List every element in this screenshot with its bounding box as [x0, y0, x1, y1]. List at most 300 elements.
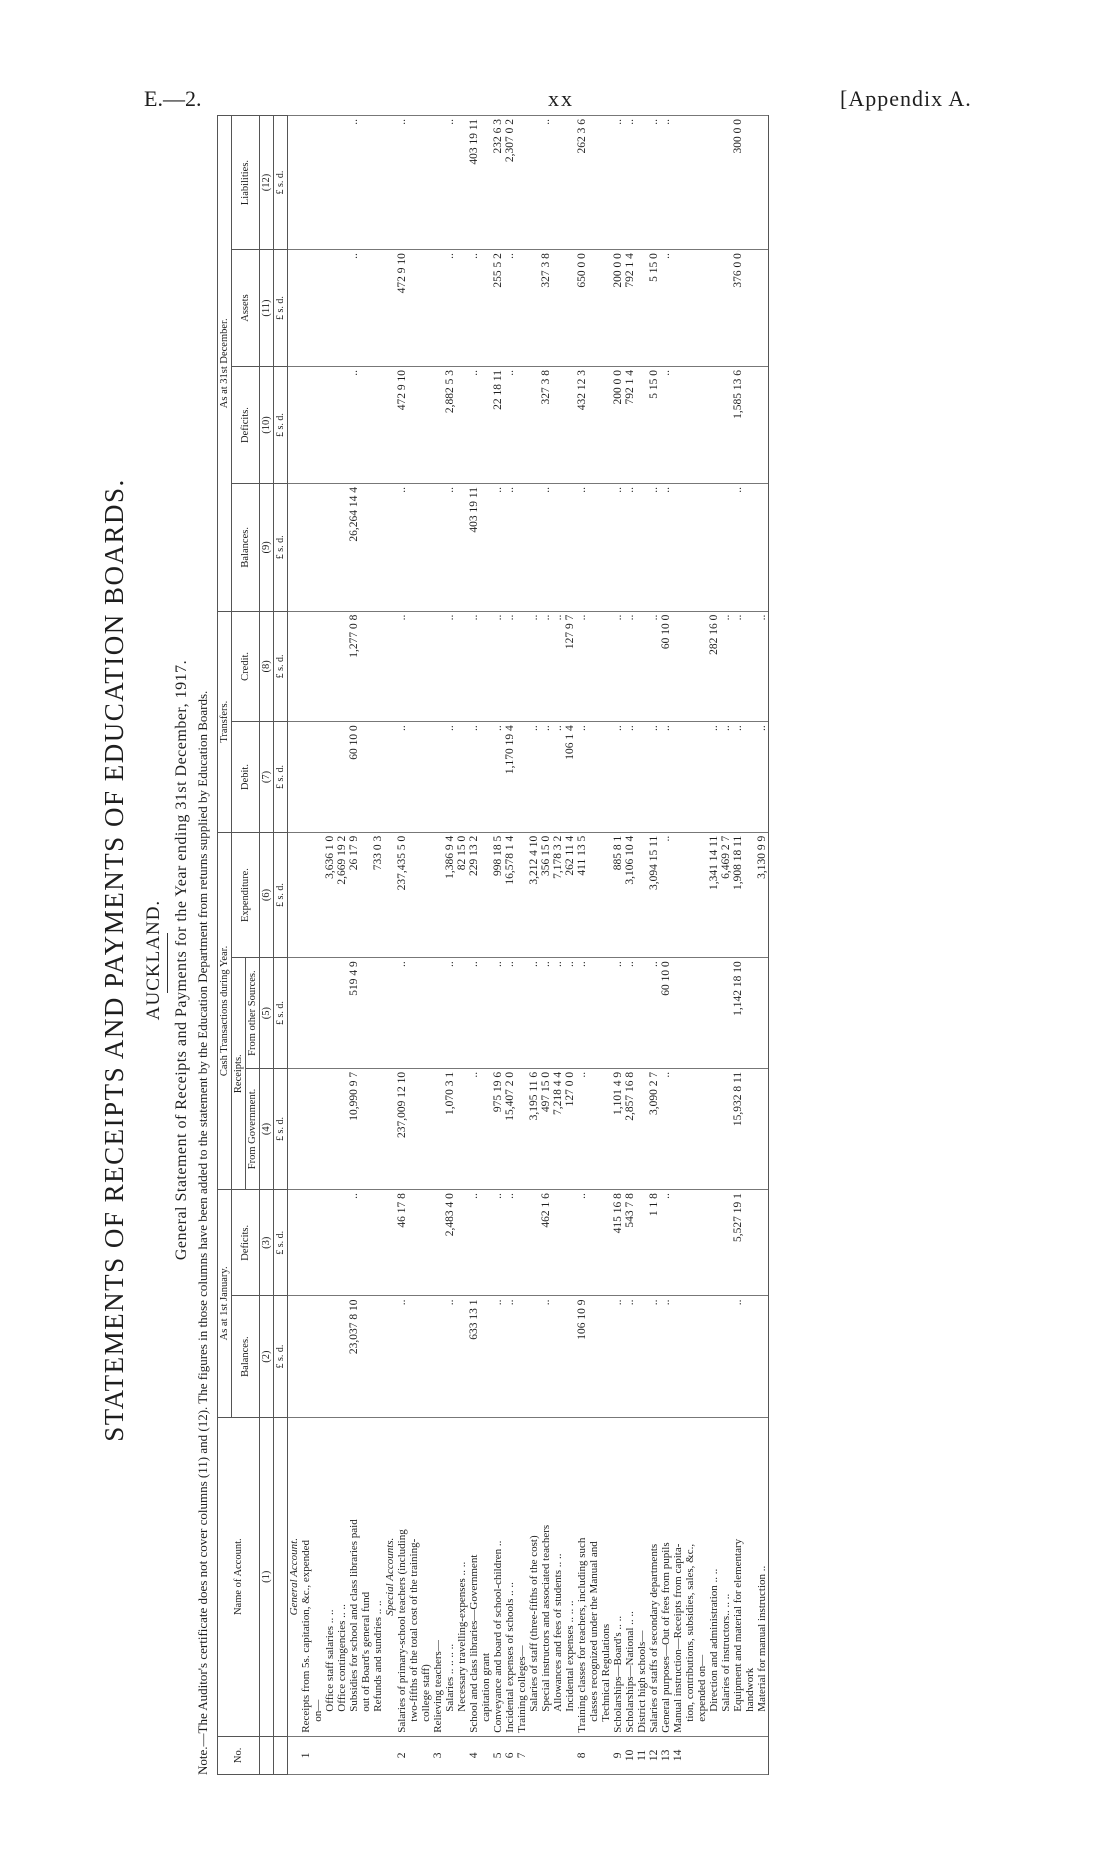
deficit-jan-cell: 1 1 8	[648, 1190, 660, 1296]
transfer-credit-cell: ..	[396, 611, 408, 722]
col-num: (12)	[260, 116, 274, 250]
balance-dec-cell	[684, 484, 696, 612]
liabilities-cell: ..	[540, 116, 552, 250]
liabilities-cell	[288, 116, 301, 250]
transfer-credit-cell	[312, 611, 324, 722]
expenditure-cell: 6,469 2 7	[720, 832, 732, 958]
assets-cell: 650 0 0	[576, 250, 588, 367]
receipts-other-cell	[744, 958, 756, 1069]
assets-cell	[756, 250, 769, 367]
receipts-other-cell	[684, 958, 696, 1069]
transfer-credit-cell	[696, 611, 708, 722]
assets-cell	[324, 250, 336, 367]
liabilities-cell	[636, 116, 648, 250]
transfer-debit-cell	[384, 722, 396, 833]
row-number-cell	[528, 1736, 540, 1774]
transfer-credit-cell: ..	[528, 611, 540, 722]
liabilities-cell	[528, 116, 540, 250]
balance-jan-cell	[516, 1296, 528, 1417]
transfer-debit-cell: ..	[396, 722, 408, 833]
assets-cell	[600, 250, 612, 367]
deficit-jan-cell: 2,483 4 0	[444, 1190, 456, 1296]
deficit-dec-cell: 472 9 10	[396, 367, 408, 484]
transfer-debit-cell	[636, 722, 648, 833]
account-name-cell: Scholarships—National .. ..	[624, 1417, 636, 1736]
balance-jan-cell	[288, 1296, 301, 1417]
assets-cell	[420, 250, 432, 367]
table-row	[648, 116, 660, 1775]
transfer-debit-cell	[324, 722, 336, 833]
receipts-government-cell	[384, 1068, 396, 1189]
units-label: £ s. d.	[274, 832, 288, 958]
deficit-dec-cell	[564, 367, 576, 484]
deficit-jan-cell	[384, 1190, 396, 1296]
liabilities-cell: ..	[396, 116, 408, 250]
row-number-cell: 3	[432, 1736, 444, 1774]
expenditure-cell: ..	[660, 832, 672, 958]
col-num: (5)	[260, 958, 274, 1069]
table-row	[588, 116, 600, 1775]
deficit-jan-cell	[696, 1190, 708, 1296]
liabilities-cell: ..	[444, 116, 456, 250]
balance-dec-cell	[312, 484, 324, 612]
receipts-other-cell	[408, 958, 420, 1069]
receipts-other-cell: ..	[576, 958, 588, 1069]
balance-dec-cell: ..	[540, 484, 552, 612]
deficit-dec-cell: ..	[468, 367, 480, 484]
transfer-debit-cell	[360, 722, 372, 833]
balance-dec-cell	[456, 484, 468, 612]
receipts-other-cell	[756, 958, 769, 1069]
balance-jan-cell	[600, 1296, 612, 1417]
receipts-other-cell	[432, 958, 444, 1069]
liabilities-cell	[684, 116, 696, 250]
receipts-other-cell	[696, 958, 708, 1069]
table-row	[300, 116, 312, 1775]
account-name-cell: Office contingencies .. ..	[336, 1417, 348, 1736]
col-liabilities-header: Liabilities.	[232, 116, 260, 250]
receipts-government-cell	[312, 1068, 324, 1189]
group-jan-header: As at 1st January.	[218, 1190, 232, 1418]
deficit-jan-cell: 5,527 19 1	[732, 1190, 744, 1296]
transfer-debit-cell	[744, 722, 756, 833]
assets-cell: ..	[444, 250, 456, 367]
balance-jan-cell	[564, 1296, 576, 1417]
expenditure-cell: 411 13 5	[576, 832, 588, 958]
receipts-other-cell: ..	[528, 958, 540, 1069]
row-number-cell	[360, 1736, 372, 1774]
assets-cell	[288, 250, 301, 367]
account-name-cell: Equipment and material for elementary	[732, 1417, 744, 1736]
receipts-government-cell: ..	[660, 1068, 672, 1189]
receipts-government-cell	[336, 1068, 348, 1189]
transfer-debit-cell	[696, 722, 708, 833]
table-row	[564, 116, 576, 1775]
transfer-debit-cell: ..	[720, 722, 732, 833]
row-number-cell: 8	[576, 1736, 588, 1774]
balance-jan-cell: 23,037 8 10	[348, 1296, 360, 1417]
assets-cell	[588, 250, 600, 367]
receipts-other-cell	[300, 958, 312, 1069]
account-name-cell: capitation grant	[480, 1417, 492, 1736]
balance-dec-cell: ..	[648, 484, 660, 612]
deficit-jan-cell	[432, 1190, 444, 1296]
deficit-dec-cell	[696, 367, 708, 484]
deficit-dec-cell	[684, 367, 696, 484]
deficit-jan-cell	[552, 1190, 564, 1296]
account-name-cell: Incidental expenses .. .. ..	[564, 1417, 576, 1736]
account-name-cell: Scholarships—Board's .. ..	[612, 1417, 624, 1736]
transfer-debit-cell: ..	[756, 722, 769, 833]
account-name-cell: Receipts from 5s. capitation, &c., expended	[300, 1417, 312, 1736]
col-deficits-dec-header: Deficits.	[232, 367, 260, 484]
account-name-cell: on—	[312, 1417, 324, 1736]
deficit-dec-cell	[456, 367, 468, 484]
balance-jan-cell	[480, 1296, 492, 1417]
group-transfers-header: Transfers.	[218, 611, 232, 832]
deficit-dec-cell: ..	[660, 367, 672, 484]
table-row	[672, 116, 684, 1775]
balance-dec-cell: ..	[612, 484, 624, 612]
balance-jan-cell	[708, 1296, 720, 1417]
table-row	[348, 116, 360, 1775]
table-row	[396, 116, 408, 1775]
receipts-other-cell: ..	[468, 958, 480, 1069]
liabilities-cell: ..	[624, 116, 636, 250]
liabilities-cell: ..	[612, 116, 624, 250]
assets-cell	[552, 250, 564, 367]
expenditure-cell	[360, 832, 372, 958]
balance-jan-cell	[300, 1296, 312, 1417]
transfer-credit-cell: ..	[540, 611, 552, 722]
balance-dec-cell	[432, 484, 444, 612]
transfer-debit-cell	[408, 722, 420, 833]
transfer-credit-cell	[288, 611, 301, 722]
assets-cell	[684, 250, 696, 367]
deficit-dec-cell	[420, 367, 432, 484]
col-num: (4)	[260, 1068, 274, 1189]
account-name-cell: Salaries of staff (three-fifths of the cost)	[528, 1417, 540, 1736]
receipts-other-cell	[288, 958, 301, 1069]
liabilities-cell	[408, 116, 420, 250]
balance-jan-cell: 633 13 1	[468, 1296, 480, 1417]
balance-jan-cell	[528, 1296, 540, 1417]
expenditure-cell: 3,212 4 10	[528, 832, 540, 958]
transfer-debit-cell	[684, 722, 696, 833]
receipts-other-cell: ..	[552, 958, 564, 1069]
transfer-credit-cell	[384, 611, 396, 722]
assets-cell	[432, 250, 444, 367]
expenditure-cell: 3,094 15 11	[648, 832, 660, 958]
balance-dec-cell	[336, 484, 348, 612]
receipts-other-cell	[480, 958, 492, 1069]
deficit-dec-cell	[708, 367, 720, 484]
deficit-jan-cell	[720, 1190, 732, 1296]
liabilities-cell	[708, 116, 720, 250]
deficit-dec-cell	[552, 367, 564, 484]
receipts-other-cell	[372, 958, 384, 1069]
row-number-cell	[732, 1736, 744, 1774]
table-row	[360, 116, 372, 1775]
receipts-other-cell: ..	[492, 958, 504, 1069]
table-row	[444, 116, 456, 1775]
transfer-credit-cell: ..	[612, 611, 624, 722]
expenditure-cell: 1,341 14 11	[708, 832, 720, 958]
transfer-debit-cell: ..	[468, 722, 480, 833]
receipts-government-cell	[420, 1068, 432, 1189]
row-number-cell: 7	[516, 1736, 528, 1774]
liabilities-cell	[588, 116, 600, 250]
units-label: £ s. d.	[274, 958, 288, 1069]
table-row	[708, 116, 720, 1775]
balance-dec-cell	[636, 484, 648, 612]
expenditure-cell	[420, 832, 432, 958]
expenditure-cell	[384, 832, 396, 958]
liabilities-cell	[420, 116, 432, 250]
transfer-debit-cell	[456, 722, 468, 833]
receipts-other-cell: 60 10 0	[660, 958, 672, 1069]
row-number-cell	[408, 1736, 420, 1774]
deficit-dec-cell: 2,882 5 3	[444, 367, 456, 484]
units-label: £ s. d.	[274, 250, 288, 367]
liabilities-cell	[360, 116, 372, 250]
col-num: (1)	[260, 1417, 274, 1736]
col-num: (9)	[260, 484, 274, 612]
table-row	[288, 116, 301, 1775]
transfer-credit-cell	[600, 611, 612, 722]
expenditure-cell: 1,908 18 11	[732, 832, 744, 958]
account-name-cell: Necessary travelling-expenses .. ..	[456, 1417, 468, 1736]
transfer-debit-cell: ..	[612, 722, 624, 833]
receipts-government-cell	[372, 1068, 384, 1189]
expenditure-cell: 885 8 1	[612, 832, 624, 958]
deficit-jan-cell	[324, 1190, 336, 1296]
account-name-cell: Material for manual instruction ..	[756, 1417, 769, 1736]
deficit-dec-cell	[756, 367, 769, 484]
balance-dec-cell	[480, 484, 492, 612]
receipts-other-cell: 1,142 18 10	[732, 958, 744, 1069]
receipts-government-cell: 1,070 3 1	[444, 1068, 456, 1189]
table-row	[468, 116, 480, 1775]
assets-cell	[300, 250, 312, 367]
deficit-jan-cell	[360, 1190, 372, 1296]
account-name-cell: Salaries of instructors.. .. ..	[720, 1417, 732, 1736]
transfer-debit-cell: ..	[540, 722, 552, 833]
receipts-government-cell: 7,218 4 4	[552, 1068, 564, 1189]
assets-cell: ..	[348, 250, 360, 367]
receipts-government-cell: 497 15 0	[540, 1068, 552, 1189]
col-balances-dec-header: Balances.	[232, 484, 260, 612]
balance-dec-cell	[600, 484, 612, 612]
transfer-debit-cell	[480, 722, 492, 833]
table-row	[480, 116, 492, 1775]
account-name-cell: School and class libraries—Government	[468, 1417, 480, 1736]
row-number-cell: 6	[504, 1736, 516, 1774]
row-number-cell: 13	[660, 1736, 672, 1774]
liabilities-cell	[756, 116, 769, 250]
assets-cell	[708, 250, 720, 367]
expenditure-cell: 2,669 19 2	[336, 832, 348, 958]
units-label: £ s. d.	[274, 722, 288, 833]
table-row	[684, 116, 696, 1775]
receipts-government-cell: 1,101 4 9	[612, 1068, 624, 1189]
balance-jan-cell: 106 10 9	[576, 1296, 588, 1417]
receipts-other-cell	[588, 958, 600, 1069]
transfer-credit-cell: ..	[552, 611, 564, 722]
row-number-cell	[336, 1736, 348, 1774]
row-number-cell	[372, 1736, 384, 1774]
row-number-cell	[288, 1736, 301, 1774]
expenditure-cell: 7,178 3 2	[552, 832, 564, 958]
balance-dec-cell: ..	[732, 484, 744, 612]
row-number-cell	[348, 1736, 360, 1774]
document-title: STATEMENTS OF RECEIPTS AND PAYMENTS OF EDUCATION BOARDS.	[99, 478, 129, 1442]
transfer-debit-cell: ..	[624, 722, 636, 833]
deficit-dec-cell	[600, 367, 612, 484]
transfer-debit-cell: ..	[444, 722, 456, 833]
col-num: (10)	[260, 367, 274, 484]
balance-jan-cell	[552, 1296, 564, 1417]
liabilities-cell	[720, 116, 732, 250]
balance-dec-cell	[720, 484, 732, 612]
title-rule	[167, 933, 168, 993]
liabilities-cell	[564, 116, 576, 250]
units-blank	[274, 1736, 288, 1774]
account-name-cell: General purposes—Out of fees from pupils	[660, 1417, 672, 1736]
transfer-credit-cell	[432, 611, 444, 722]
receipts-government-cell	[480, 1068, 492, 1189]
transfer-debit-cell	[300, 722, 312, 833]
row-number-cell	[552, 1736, 564, 1774]
balance-dec-cell	[420, 484, 432, 612]
deficit-jan-cell: 415 16 8	[612, 1190, 624, 1296]
expenditure-cell: 26 17 9	[348, 832, 360, 958]
deficit-jan-cell	[420, 1190, 432, 1296]
receipts-government-cell	[720, 1068, 732, 1189]
row-number-cell	[684, 1736, 696, 1774]
transfer-credit-cell	[516, 611, 528, 722]
account-name-cell: classes recognized under the Manual and	[588, 1417, 600, 1736]
col-num: (2)	[260, 1296, 274, 1417]
units-blank	[274, 1417, 288, 1736]
assets-cell	[744, 250, 756, 367]
liabilities-cell	[744, 116, 756, 250]
transfer-debit-cell: 60 10 0	[348, 722, 360, 833]
assets-cell	[372, 250, 384, 367]
receipts-other-cell: ..	[396, 958, 408, 1069]
deficit-dec-cell	[384, 367, 396, 484]
row-number-cell	[480, 1736, 492, 1774]
table-row	[744, 116, 756, 1775]
transfer-credit-cell	[744, 611, 756, 722]
transfer-debit-cell: ..	[648, 722, 660, 833]
transfer-credit-cell	[684, 611, 696, 722]
table-row	[492, 116, 504, 1775]
balance-jan-cell: ..	[612, 1296, 624, 1417]
receipts-government-cell: 975 19 6	[492, 1068, 504, 1189]
transfer-debit-cell: 106 1 4	[564, 722, 576, 833]
transfer-credit-cell: ..	[504, 611, 516, 722]
deficit-jan-cell	[300, 1190, 312, 1296]
balance-jan-cell: ..	[648, 1296, 660, 1417]
expenditure-cell	[288, 832, 301, 958]
assets-cell	[480, 250, 492, 367]
col-num: (11)	[260, 250, 274, 367]
deficit-dec-cell: 200 0 0	[612, 367, 624, 484]
balance-dec-cell	[756, 484, 769, 612]
receipts-other-cell	[600, 958, 612, 1069]
deficit-dec-cell	[324, 367, 336, 484]
expenditure-cell: 229 13 2	[468, 832, 480, 958]
transfer-debit-cell	[288, 722, 301, 833]
deficit-dec-cell	[300, 367, 312, 484]
table-row	[504, 116, 516, 1775]
receipts-government-cell: ..	[468, 1068, 480, 1189]
liabilities-cell	[696, 116, 708, 250]
row-number-cell	[708, 1736, 720, 1774]
transfer-credit-cell: ..	[444, 611, 456, 722]
assets-cell	[636, 250, 648, 367]
account-name-cell: Incidental expenses of schools .. ..	[504, 1417, 516, 1736]
expenditure-cell	[480, 832, 492, 958]
expenditure-cell: 16,578 1 4	[504, 832, 516, 958]
deficit-jan-cell: 46 17 8	[396, 1190, 408, 1296]
account-name-cell: Allowances and fees of students .. ..	[552, 1417, 564, 1736]
units-label: £ s. d.	[274, 367, 288, 484]
balance-dec-cell: 26,264 14 4	[348, 484, 360, 612]
receipts-government-cell	[588, 1068, 600, 1189]
row-number-cell	[444, 1736, 456, 1774]
liabilities-cell: 300 0 0	[732, 116, 744, 250]
balance-jan-cell	[588, 1296, 600, 1417]
liabilities-cell: 403 19 11	[468, 116, 480, 250]
expenditure-cell: 733 0 3	[372, 832, 384, 958]
row-number-cell	[588, 1736, 600, 1774]
page-header-right: [Appendix A.	[840, 86, 972, 111]
expenditure-cell	[684, 832, 696, 958]
transfer-credit-cell	[300, 611, 312, 722]
account-name-cell: two-fifths of the total cost of the training-	[408, 1417, 420, 1736]
transfer-credit-cell	[420, 611, 432, 722]
receipts-other-cell	[456, 958, 468, 1069]
deficit-dec-cell	[588, 367, 600, 484]
receipts-government-cell	[636, 1068, 648, 1189]
account-name-cell: college staff)	[420, 1417, 432, 1736]
account-name-cell: expended on—	[696, 1417, 708, 1736]
balance-jan-cell	[696, 1296, 708, 1417]
table-row	[324, 116, 336, 1775]
assets-cell	[408, 250, 420, 367]
transfer-credit-cell: 282 16 0	[708, 611, 720, 722]
account-name-cell: Technical Regulations	[600, 1417, 612, 1736]
deficit-dec-cell	[372, 367, 384, 484]
account-name-cell: Relieving teachers—	[432, 1417, 444, 1736]
table-row	[336, 116, 348, 1775]
row-number-cell	[756, 1736, 769, 1774]
transfer-credit-cell	[336, 611, 348, 722]
deficit-dec-cell	[636, 367, 648, 484]
liabilities-cell: 262 3 6	[576, 116, 588, 250]
deficit-dec-cell: 1,585 13 6	[732, 367, 744, 484]
account-name-cell: Salaries .. .. .. ..	[444, 1417, 456, 1736]
balance-jan-cell	[336, 1296, 348, 1417]
deficit-jan-cell	[708, 1190, 720, 1296]
deficit-dec-cell	[360, 367, 372, 484]
deficit-dec-cell: ..	[348, 367, 360, 484]
receipts-government-cell	[756, 1068, 769, 1189]
row-number-cell	[324, 1736, 336, 1774]
receipts-other-cell	[672, 958, 684, 1069]
